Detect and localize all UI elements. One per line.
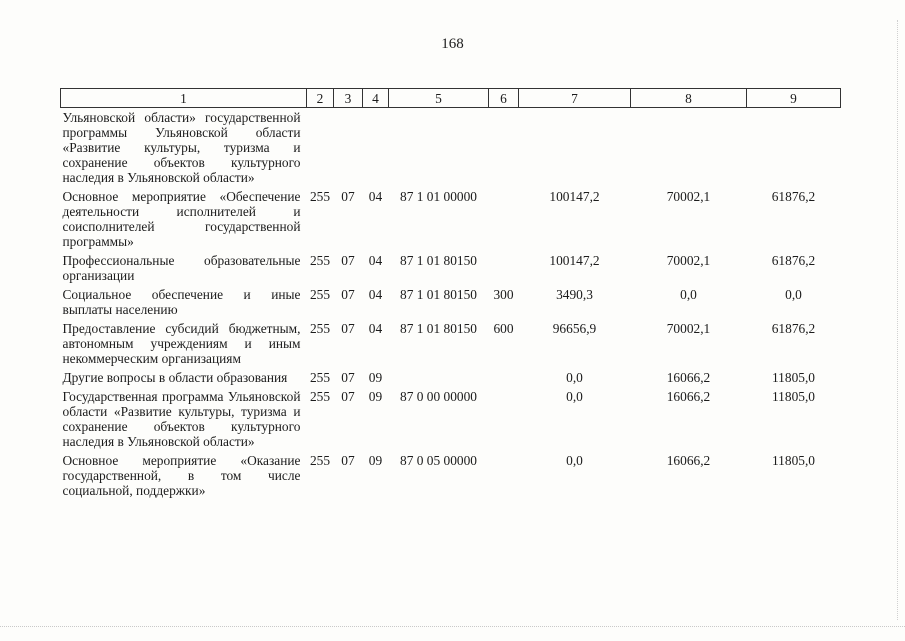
cell-col9 — [747, 108, 841, 186]
cell-col7: 100147,2 — [549, 189, 600, 204]
cell-col5: 87 1 01 00000 — [400, 189, 477, 204]
table-row — [61, 249, 841, 283]
cell-col5: 87 0 05 00000 — [400, 453, 477, 468]
row-name: Основное мероприятие «Оказание государственной, в том числе социальной, поддержки» — [62, 453, 301, 498]
cell-col8: 0,0 — [680, 287, 697, 302]
table-row — [61, 385, 841, 449]
cell-col8: 16066,2 — [666, 453, 711, 468]
cell-col8: 16066,2 — [666, 389, 711, 404]
cell-col8: 70002,1 — [666, 321, 711, 336]
cell-col5: 87 1 01 80150 — [400, 253, 477, 268]
cell-col7: 96656,9 — [552, 321, 597, 336]
cell-col6 — [489, 449, 519, 498]
cell-col4: 04 — [368, 189, 383, 204]
cell-col4: 04 — [368, 253, 383, 268]
cell-col3: 07 — [341, 453, 355, 468]
header-cell: 6 — [489, 89, 519, 108]
cell-col8 — [631, 108, 747, 186]
header-cell: 2 — [307, 89, 334, 108]
cell-col2: 255 — [309, 189, 331, 204]
header-cell: 5 — [389, 89, 489, 108]
cell-col2: 255 — [309, 287, 331, 302]
table-row — [61, 108, 841, 186]
page-number: 168 — [441, 36, 464, 52]
cell-col3: 07 — [341, 287, 355, 302]
scan-edge-right — [897, 20, 899, 620]
cell-col9: 11805,0 — [771, 389, 816, 404]
cell-col7: 0,0 — [566, 453, 583, 468]
scan-edge-bottom — [0, 626, 905, 641]
cell-col6: 600 — [493, 321, 514, 336]
cell-col3: 07 — [341, 321, 355, 336]
cell-col9: 61876,2 — [771, 321, 816, 336]
cell-col6 — [489, 185, 519, 249]
cell-col4: 04 — [368, 321, 383, 336]
cell-col5: 87 1 01 80150 — [400, 287, 477, 302]
cell-col7: 3490,3 — [556, 287, 593, 302]
row-name: Основное мероприятие «Обеспечение деятельности исполнителей и соисполнителей государственной программы» — [62, 189, 301, 249]
cell-col2: 255 — [309, 253, 331, 268]
table-row — [61, 185, 841, 249]
row-name: Государственная программа Ульяновской области «Развитие культуры, туризма и сохранение объектов культурного наследия в Ульяновской области» — [62, 389, 301, 449]
table-row — [61, 283, 841, 317]
cell-col2: 255 — [309, 370, 331, 385]
cell-col4: 09 — [368, 389, 383, 404]
cell-col9: 61876,2 — [771, 189, 816, 204]
cell-col9: 0,0 — [785, 287, 802, 302]
row-name: Профессиональные образовательные организации — [62, 253, 301, 283]
budget-table — [60, 88, 841, 498]
cell-col2 — [307, 108, 334, 186]
row-name: Предоставление субсидий бюджетным, автономным учреждениям и иным некоммерческим организациям — [62, 321, 301, 366]
cell-col2: 255 — [309, 389, 331, 404]
cell-col6: 300 — [493, 287, 514, 302]
header-cell: 7 — [519, 89, 631, 108]
cell-col4: 04 — [368, 287, 383, 302]
cell-col4: 09 — [368, 370, 383, 385]
row-name: Ульяновской области» государственной программы Ульяновской области «Развитие культуры, туризма и сохранение объектов культурного наследия в Ульяновской области» — [62, 110, 301, 185]
cell-col9: 11805,0 — [771, 370, 816, 385]
cell-col5: 87 0 00 00000 — [400, 389, 477, 404]
cell-col8: 16066,2 — [666, 370, 711, 385]
cell-col3: 07 — [341, 253, 355, 268]
cell-col9: 61876,2 — [771, 253, 816, 268]
cell-col3 — [334, 108, 363, 186]
cell-col3: 07 — [341, 389, 355, 404]
header-cell: 3 — [334, 89, 363, 108]
header-cell: 8 — [631, 89, 747, 108]
cell-col8: 70002,1 — [666, 253, 711, 268]
cell-col6 — [489, 108, 519, 186]
cell-col8: 70002,1 — [666, 189, 711, 204]
cell-col9: 11805,0 — [771, 453, 816, 468]
table-row — [61, 366, 841, 385]
header-row — [61, 89, 841, 108]
cell-col2: 255 — [309, 321, 331, 336]
table-row — [61, 317, 841, 366]
cell-col7: 100147,2 — [549, 253, 600, 268]
cell-col5: 87 1 01 80150 — [400, 321, 477, 336]
cell-col4 — [363, 108, 389, 186]
header-cell: 9 — [747, 89, 841, 108]
cell-col5 — [389, 366, 489, 385]
cell-col2: 255 — [309, 453, 331, 468]
cell-col7 — [519, 108, 631, 186]
table-row — [61, 449, 841, 498]
cell-col4: 09 — [368, 453, 383, 468]
row-name: Социальное обеспечение и иные выплаты населению — [62, 287, 301, 317]
row-name: Другие вопросы в области образования — [62, 370, 288, 385]
header-cell: 1 — [61, 89, 307, 108]
cell-col3: 07 — [341, 370, 355, 385]
cell-col7: 0,0 — [566, 389, 583, 404]
cell-col6 — [489, 366, 519, 385]
cell-col6 — [489, 249, 519, 283]
cell-col7: 0,0 — [566, 370, 583, 385]
header-cell: 4 — [363, 89, 389, 108]
cell-col5 — [389, 108, 489, 186]
cell-col6 — [489, 385, 519, 449]
cell-col3: 07 — [341, 189, 355, 204]
